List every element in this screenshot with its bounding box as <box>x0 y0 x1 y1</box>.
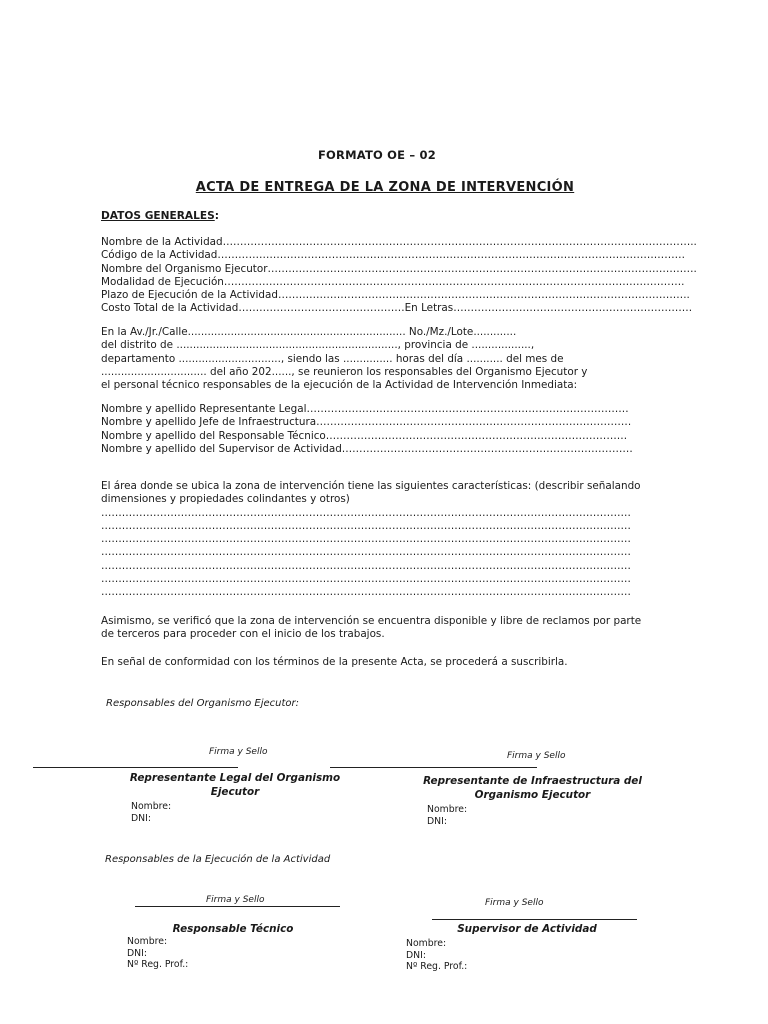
resp-tecnico-details <box>127 936 188 971</box>
general-fields <box>101 236 697 316</box>
role-representante-infraestructura: Representante de Infraestructura del Organismo Ejecutor <box>423 775 642 801</box>
nombre-label: Nombre: <box>427 804 468 815</box>
firma-label: Firma y Sello <box>209 747 268 757</box>
location-paragraph <box>101 326 587 392</box>
area-dotted-line: ……………………………………………………………………………………………………………………………………… <box>101 586 631 599</box>
role-responsable-tecnico: Responsable Técnico <box>172 923 294 935</box>
area-dotted-line: ……………………………………………………………………………………………………………………………………… <box>101 506 631 519</box>
field-organismo-ejecutor: Nombre del Organismo Ejecutor……………………………………………………………………………………………………………. <box>101 262 697 275</box>
field-representante-legal: Nombre y apellido Representante Legal………………………………………………………………………………… <box>101 403 629 415</box>
availability-paragraph <box>101 615 641 642</box>
location-line: ................................ del año 202......, se reunieron los responsables del Organismo Ejecutor y <box>101 365 588 378</box>
dni-label: DNI: <box>427 815 447 827</box>
location-line: el personal técnico responsables de la ejecución de la Actividad de Intervención Inmediata: <box>101 379 578 392</box>
dni-label: DNI: <box>131 812 151 824</box>
area-description-lines <box>101 507 641 600</box>
area-dotted-line: ……………………………………………………………………………………………………………………………………… <box>101 533 631 546</box>
group-executor-label: Responsables del Organismo Ejecutor: <box>106 698 300 709</box>
firma-label: Firma y Sello <box>485 898 544 908</box>
section-heading-colon: : <box>214 210 219 222</box>
document-title: ACTA DE ENTREGA DE LA ZONA DE INTERVENCIÓN <box>195 180 575 195</box>
availability-line: Asimismo, se verificó que la zona de intervención se encuentra disponible y libre de reclamos por parte <box>101 615 642 627</box>
area-dotted-line: ……………………………………………………………………………………………………………………………………… <box>101 559 631 572</box>
field-nombre-actividad: Nombre de la Actividad……………………………………………………………………………………………………………………….. <box>101 236 697 248</box>
nombre-label: Nombre: <box>406 938 447 949</box>
role-supervisor-actividad: Supervisor de Actividad <box>457 923 597 935</box>
area-line: El área donde se ubica la zona de intervención tiene las siguientes características: (describir señalando <box>101 480 641 492</box>
format-code: FORMATO OE – 02 <box>318 148 436 162</box>
area-dotted-line: ……………………………………………………………………………………………………………………………………… <box>101 546 631 559</box>
supervisor-details <box>406 938 467 973</box>
location-line: departamento ..............................., siendo las ............... horas del día ........... del mes de <box>101 352 564 365</box>
reg-prof-label: Nº Reg. Prof.: <box>127 959 189 970</box>
dni-label: DNI: <box>127 947 147 959</box>
firma-label: Firma y Sello <box>206 895 265 905</box>
field-costo-total: Costo Total de la Actividad…………………………………………En Letras…………………………………………………………… <box>101 302 693 315</box>
field-plazo-ejecucion: Plazo de Ejecución de la Actividad……………………………………………………………………………………………………….. <box>101 289 690 302</box>
role-representante-legal: Representante Legal del Organismo Ejecutor <box>129 772 341 798</box>
firma-label: Firma y Sello <box>507 751 566 761</box>
section-datos-generales <box>101 210 219 222</box>
signature-line <box>135 906 340 907</box>
area-dotted-line: ……………………………………………………………………………………………………………………………………… <box>101 573 631 586</box>
field-modalidad-ejecucion: Modalidad de Ejecución……………………………………………………………………………………………………………………. <box>101 275 685 288</box>
personnel-fields <box>101 403 633 456</box>
field-jefe-infraestructura: Nombre y apellido Jefe de Infraestructura………………………………………………………………………………. <box>101 416 632 429</box>
availability-line: de terceros para proceder con el inicio de los trabajos. <box>101 628 385 641</box>
signature-line <box>33 767 238 768</box>
reg-prof-label: Nº Reg. Prof.: <box>406 961 468 972</box>
nombre-label: Nombre: <box>127 936 168 947</box>
nombre-label: Nombre: <box>131 801 172 812</box>
field-codigo-actividad: Código de la Actividad……………………………………………………………………………………………………………………… <box>101 249 685 262</box>
signature-line <box>330 767 537 768</box>
area-line: dimensiones y propiedades colindantes y otros) <box>101 493 350 506</box>
location-line: En la Av./Jr./Calle.................................................................. No./Mz./Lote............. <box>101 326 517 338</box>
group-execution-label: Responsables de la Ejecución de la Actividad <box>105 854 331 865</box>
area-paragraph <box>101 480 641 600</box>
field-responsable-tecnico: Nombre y apellido del Responsable Técnico…………………………………………………………………………… <box>101 429 628 442</box>
rep-infra-details <box>427 804 467 827</box>
rep-legal-details <box>131 801 171 824</box>
field-supervisor-actividad: Nombre y apellido del Supervisor de Actividad………………………………………………………………………… <box>101 442 633 455</box>
signature-line <box>432 919 637 920</box>
dni-label: DNI: <box>406 949 426 961</box>
area-dotted-line: ……………………………………………………………………………………………………………………………………… <box>101 519 631 532</box>
conformity-text: En señal de conformidad con los términos de la presente Acta, se procederá a suscribirla. <box>101 656 568 668</box>
location-line: del distrito de ..................................................................., provincia de .................., <box>101 339 535 352</box>
section-heading: DATOS GENERALES <box>101 210 215 222</box>
